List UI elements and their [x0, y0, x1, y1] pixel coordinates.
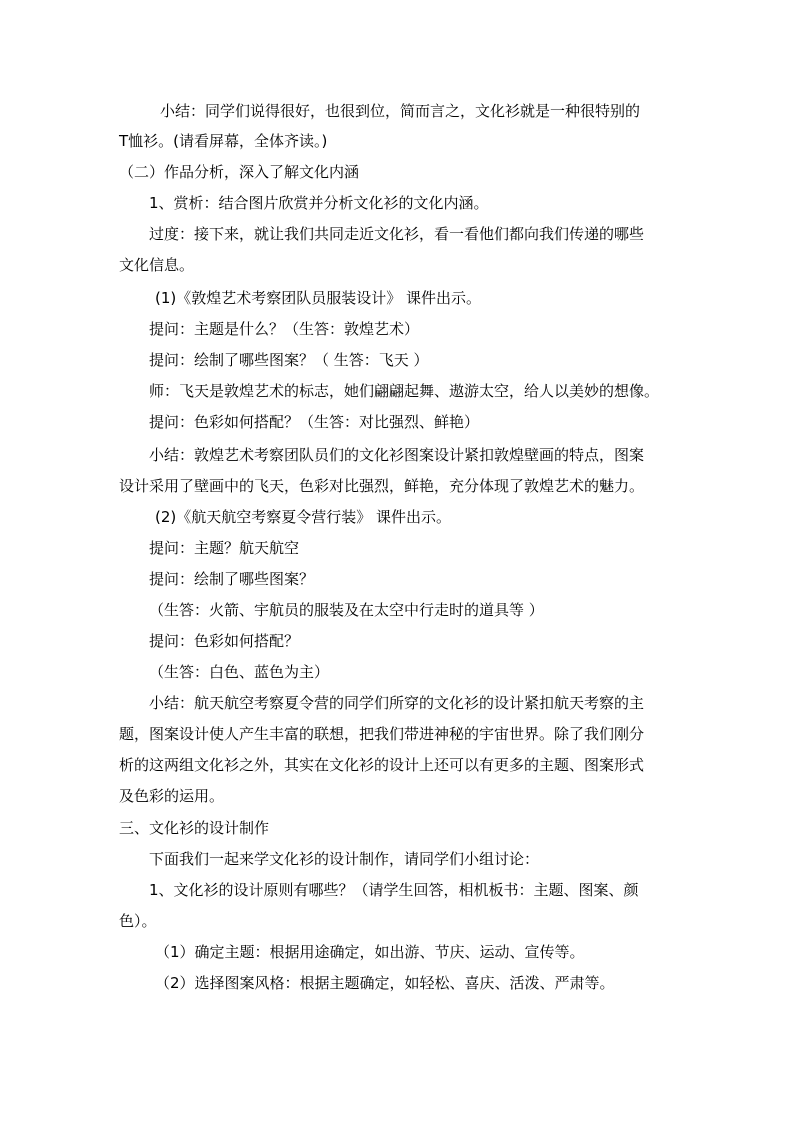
paragraph-line: T恤衫。(请看屏幕，全体齐读。): [119, 132, 328, 150]
paragraph-line: 小结：航天航空考察夏令营的同学们所穿的文化衫的设计紧扣航天考察的主: [149, 694, 645, 712]
paragraph-line: 小结：敦煌艺术考察团队员们的文化衫图案设计紧扣敦煌壁画的特点，图案: [149, 446, 645, 464]
paragraph-line: 题，图案设计使人产生丰富的联想，把我们带进神秘的宇宙世界。除了我们刚分: [119, 725, 645, 743]
paragraph-line: (1)《敦煌艺术考察团队员服装设计》 课件出示。: [155, 289, 482, 307]
paragraph-line: 设计采用了壁画中的飞天，色彩对比强烈，鲜艳，充分体现了敦煌艺术的魅力。: [119, 477, 645, 495]
paragraph-line: 提问：绘制了哪些图案？（ 生答：飞天 ）: [149, 351, 429, 369]
paragraph-line: （1）确定主题：根据用途确定，如出游、节庆、运动、宣传等。: [155, 943, 585, 961]
paragraph-line: 下面我们一起来学文化衫的设计制作，请同学们小组讨论：: [149, 850, 540, 868]
paragraph-line: 1、文化衫的设计原则有哪些？（请学生回答，相机板书：主题、图案、颜: [149, 881, 639, 899]
paragraph-line: 析的这两组文化衫之外，其实在文化衫的设计上还可以有更多的主题、图案形式: [119, 756, 645, 774]
paragraph-line: （2）选择图案风格：根据主题确定，如轻松、喜庆、活泼、严肃等。: [155, 974, 615, 992]
section-heading: 三、文化衫的设计制作: [119, 819, 270, 837]
paragraph-line: 色）。: [119, 912, 157, 930]
paragraph-line: （生答：白色、蓝色为主）: [149, 663, 330, 681]
paragraph-line: 提问：色彩如何搭配？（生答：对比强烈、鲜艳）: [149, 413, 480, 431]
paragraph-line: 及色彩的运用。: [119, 787, 225, 805]
paragraph-line: 提问：绘制了哪些图案？: [149, 570, 315, 588]
paragraph-line: 提问：色彩如何搭配？: [149, 632, 300, 650]
paragraph-line: (2)《航天航空考察夏令营行装》 课件出示。: [155, 508, 452, 526]
paragraph-line: 提问：主题？航天航空: [149, 539, 300, 557]
paragraph-line: 1、赏析：结合图片欣赏并分析文化衫的文化内涵。: [149, 194, 489, 212]
paragraph-line: 文化信息。: [119, 256, 195, 274]
paragraph-line: 小结：同学们说得很好，也很到位，简而言之，文化衫就是一种很特别的: [160, 102, 641, 120]
paragraph-line: 过度：接下来，就让我们共同走近文化衫，看一看他们都向我们传递的哪些: [149, 225, 645, 243]
paragraph-line: 师：飞天是敦煌艺术的标志，她们翩翩起舞、遨游太空，给人以美妙的想像。: [149, 382, 660, 400]
section-heading: （二）作品分析，深入了解文化内涵: [119, 163, 360, 181]
paragraph-line: （生答：火箭、宇航员的服装及在太空中行走时的道具等 ）: [149, 601, 544, 619]
paragraph-line: 提问：主题是什么？（生答：敦煌艺术）: [149, 320, 420, 338]
